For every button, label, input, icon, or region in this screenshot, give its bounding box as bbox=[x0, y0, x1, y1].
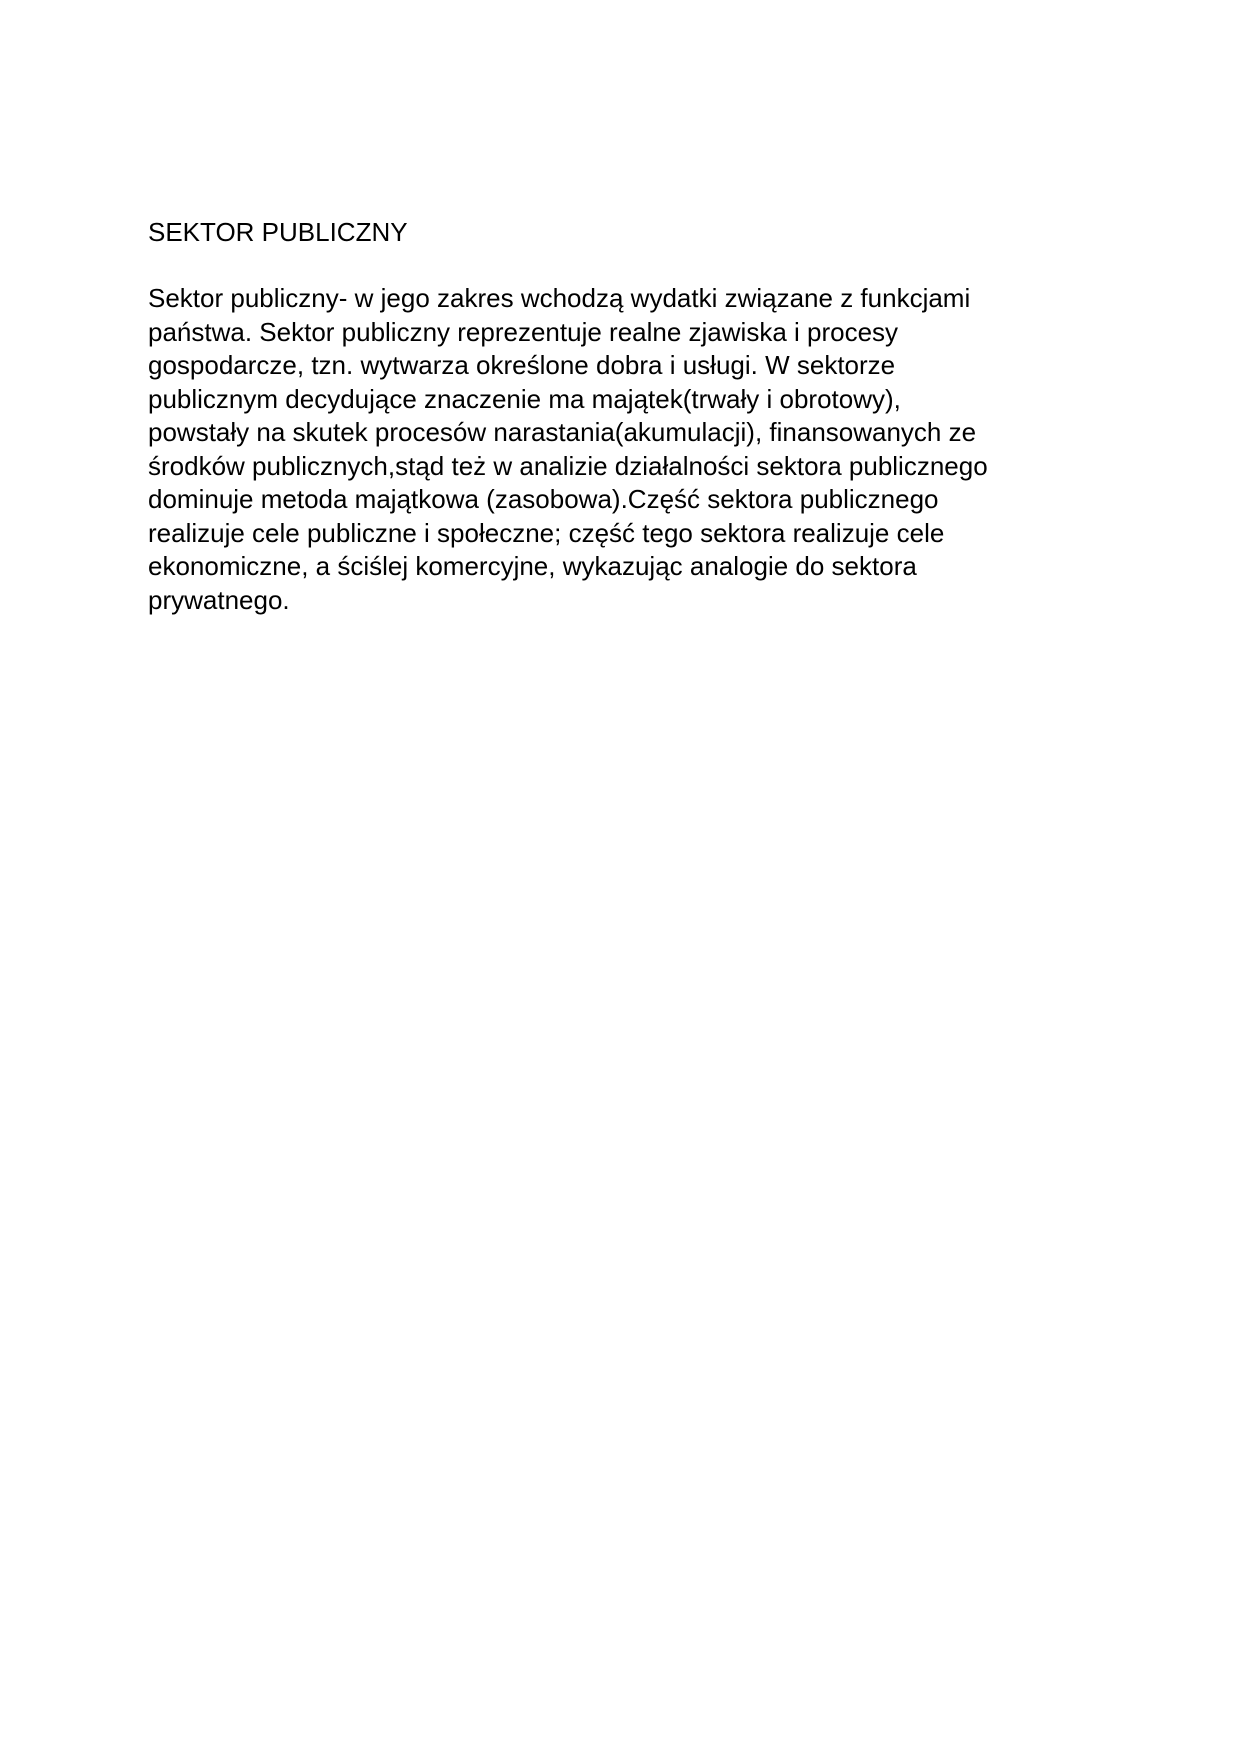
paragraph-line: dominuje metoda majątkowa (zasobowa).Część sektora publicznego bbox=[148, 484, 939, 514]
document-title: SEKTOR PUBLICZNY bbox=[148, 217, 408, 247]
paragraph-line: gospodarcze, tzn. wytwarza określone dobra i usługi. W sektorze bbox=[148, 350, 896, 380]
paragraph-line: prywatnego. bbox=[148, 584, 290, 615]
paragraph-line: publicznym decydujące znaczenie ma majątek(trwały i obrotowy), bbox=[148, 383, 901, 414]
paragraph-line: realizuje cele publiczne i społeczne; część tego sektora realizuje cele bbox=[148, 517, 945, 548]
paragraph-line: ekonomiczne, a ściślej komercyjne, wykazując analogie do sektora bbox=[148, 551, 917, 581]
document-paragraph bbox=[148, 282, 1108, 617]
paragraph-line: Sektor publiczny- w jego zakres wchodzą wydatki związane z funkcjami bbox=[148, 283, 971, 313]
paragraph-line: państwa. Sektor publiczny reprezentuje realne zjawiska i procesy bbox=[148, 316, 899, 347]
paragraph-line: środków publicznych,stąd też w analizie działalności sektora publicznego bbox=[148, 450, 988, 481]
paragraph-line: powstały na skutek procesów narastania(akumulacji), finansowanych ze bbox=[148, 417, 977, 447]
